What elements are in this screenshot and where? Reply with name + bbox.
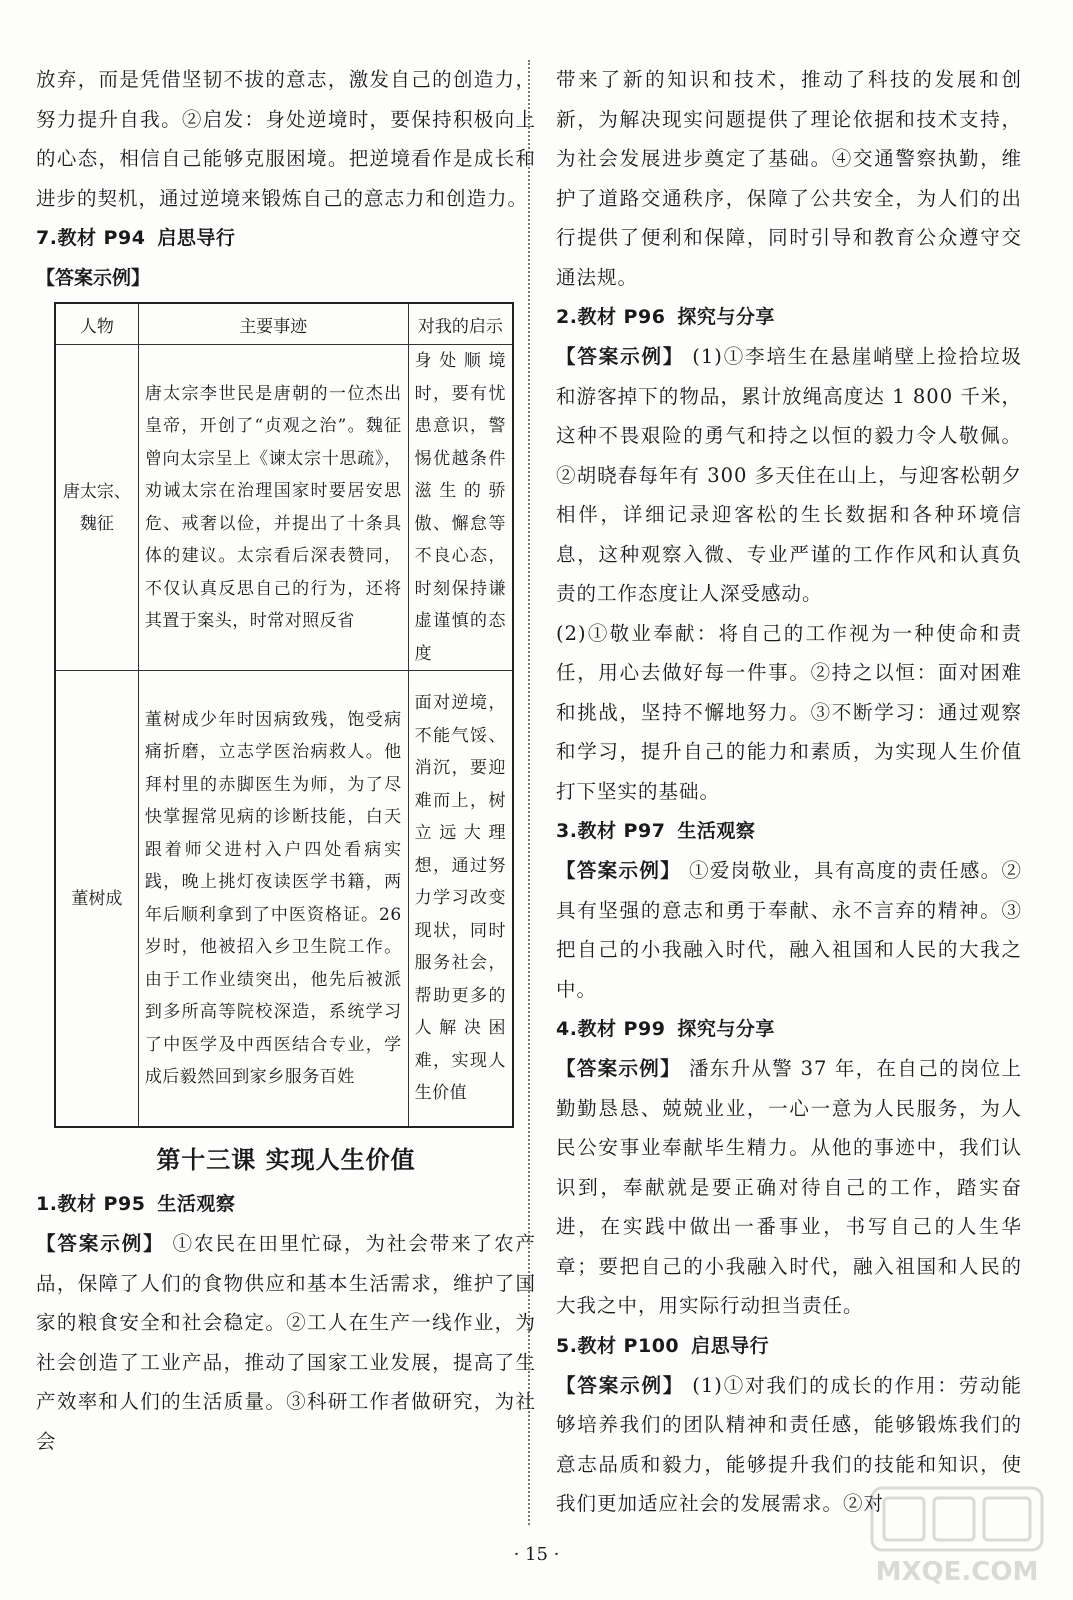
- answer-example-label: 【答案示例】: [36, 267, 151, 289]
- lesson-title: 第十三课 实现人生价值: [156, 1146, 416, 1174]
- cell-person: 董树成: [55, 671, 138, 1128]
- section-3-answer: 【答案示例】 ①爱岗敬业，具有高度的责任感。②具有坚强的意志和勇于奉献、永不言弃的精神。③把自己的小我融入时代，融入祖国和人民的大我之中。: [556, 859, 1022, 1001]
- header-insight: 对我的启示: [408, 303, 513, 345]
- section-4-heading: 4.教材 P99 探究与分享: [556, 1018, 775, 1040]
- continued-paragraph: 带来了新的知识和技术，推动了科技的发展和创新，为解决现实问题提供了理论依据和技术支持，为社会发展进步奠定了基础。④交通警察执勤，维护了道路交通秩序，保障了公共安全，为人们的出行提供了便利和保障，同时引导和教育公众遵守交通法规。: [556, 68, 1022, 289]
- cell-deeds: 唐太宗李世民是唐朝的一位杰出皇帝，开创了“贞观之治”。魏征曾向太宗呈上《谏太宗十思疏》，劝诫太宗在治理国家时要居安思危、戒奢以俭，并提出了十条具体的建议。太宗看后深表赞同，不仅认真反思自己的行为，还将其置于案头，时常对照反省: [138, 345, 408, 671]
- intro-paragraph: 放弃，而是凭借坚韧不拔的意志，激发自己的创造力，努力提升自我。②启发：身处逆境时，要保持积极向上的心态，相信自己能够克服困境。把逆境看作是成长和进步的契机，通过逆境来锻炼自己的意志力和创造力。: [36, 68, 536, 210]
- cell-insight: 面对逆境，不能气馁、消沉，要迎难而上，树立远大理想，通过努力学习改变现状，同时服务社会，帮助更多的人解决困难，实现人生价值: [408, 671, 513, 1128]
- header-person: 人物: [55, 303, 138, 345]
- watermark-text: MXQE.COM: [875, 1557, 1039, 1587]
- watermark-logo: [862, 1482, 1052, 1592]
- table-row: [55, 345, 513, 671]
- section-2-heading: 2.教材 P96 探究与分享: [556, 306, 775, 328]
- section-3-heading: 3.教材 P97 生活观察: [556, 820, 756, 842]
- table-row: [55, 671, 513, 1128]
- cell-insight: 身处顺境时，要有忧患意识，警惕优越条件滋生的骄傲、懈怠等不良心态，时刻保持谦虚谨慎的态度: [408, 345, 513, 671]
- left-column: [36, 60, 536, 1461]
- answer-table: [54, 302, 514, 1128]
- section-1-heading: 1.教材 P95 生活观察: [36, 1193, 236, 1215]
- section-2-answer-b: (2)①敬业奉献：将自己的工作视为一种使命和责任，用心去做好每一件事。②持之以恒：面对困难和挑战，坚持不懈地努力。③不断学习：通过观察和学习，提升自己的能力和素质，为实现人生价值打下坚实的基础。: [556, 621, 1022, 803]
- page-number: · 15 ·: [513, 1544, 560, 1565]
- cell-deeds: 董树成少年时因病致残，饱受病痛折磨，立志学医治病救人。他拜村里的赤脚医生为师，为了尽快掌握常见病的诊断技能，白天跟着师父进村入户四处看病实践，晚上挑灯夜读医学书籍，两年后顺利拿到了中医资格证。26岁时，他被招入乡卫生院工作。由于工作业绩突出，他先后被派到多所高等院校深造，系统学习了中医学及中西医结合专业，学成后毅然回到家乡服务百姓: [138, 671, 408, 1128]
- cell-person: 唐太宗、魏征: [55, 345, 138, 671]
- section-5-answer: 【答案示例】 (1)①对我们的成长的作用：劳动能够培养我们的团队精神和责任感，能够锻炼我们的意志品质和毅力，能够提升我们的技能和知识，使我们更加适应社会的发展需求。②对: [556, 1373, 1022, 1515]
- header-deeds: 主要事迹: [138, 303, 408, 345]
- section-7-heading: 7.教材 P94 启思导行: [36, 227, 236, 249]
- table-header-row: [55, 303, 513, 345]
- right-column: [556, 60, 1022, 1524]
- section-1-answer: 【答案示例】 ①农民在田里忙碌，为社会带来了农产品，保障了人们的食物供应和基本生活需求，维护了国家的粮食安全和社会稳定。②工人在生产一线作业，为社会创造了工业产品，推动了国家工业发展，提高了生产效率和人们的生活质量。③科研工作者做研究，为社会: [36, 1232, 536, 1453]
- section-4-answer: 【答案示例】 潘东升从警 37 年，在自己的岗位上勤勤恳恳、兢兢业业，一心一意为人民服务，为人民公安事业奉献毕生精力。从他的事迹中，我们认识到，奉献就是要正确对待自己的工作，踏实奋进，在实践中做出一番事业，书写自己的人生华章；要把自己的小我融入时代，融入祖国和人民的大我之中，用实际行动担当责任。: [556, 1057, 1022, 1317]
- section-5-heading: 5.教材 P100 启思导行: [556, 1334, 770, 1357]
- section-2-answer-a: 【答案示例】 (1)①李培生在悬崖峭壁上捡拾垃圾和游客掉下的物品，累计放绳高度达 1 800 千米，这种不畏艰险的勇气和持之以恒的毅力令人敬佩。②胡晓春每年有 300 多天住在山上，与迎客松朝夕相伴，详细记录迎客松的生长数据和各种环境信息，这种观察入微、专业严谨的工作作风和认真负责的工作态度让人深受感动。: [556, 345, 1022, 605]
